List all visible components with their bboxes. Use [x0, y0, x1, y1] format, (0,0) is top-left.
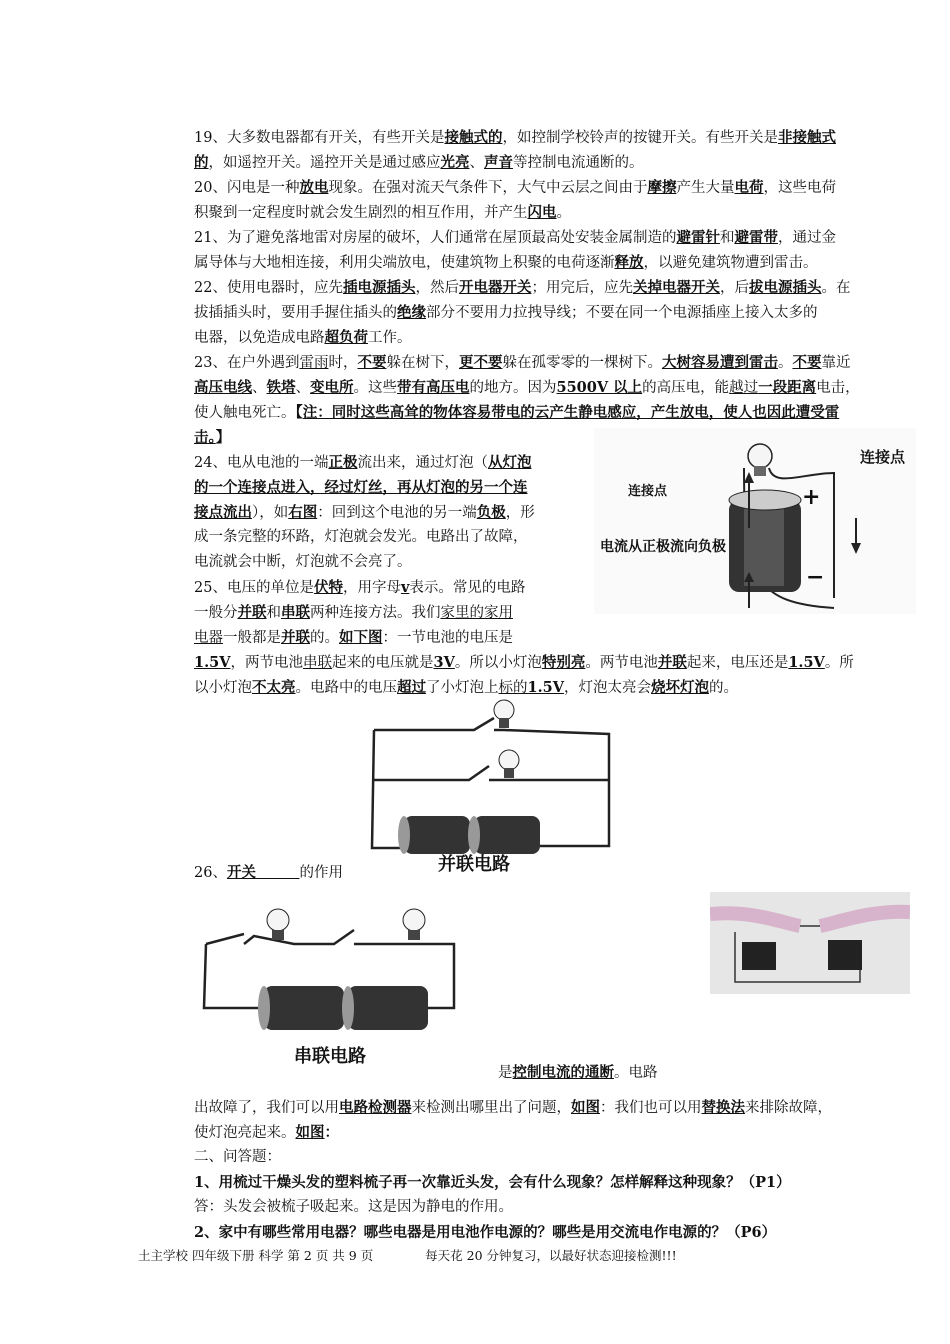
battery-bulb-figure — [594, 428, 916, 614]
connection-point-label-right: 连接点 — [860, 448, 906, 466]
text-span: ），如 — [252, 505, 289, 521]
underlined-text: 串联 — [302, 655, 332, 671]
text-span: 。在 — [821, 280, 851, 296]
circuit-tester-photo — [710, 892, 910, 994]
text-span: 二、问答题： — [194, 1149, 281, 1165]
text-span: ，如控制学校铃声的按键开关。有些开关是 — [502, 130, 778, 146]
key-term: 拔电源插头 — [748, 279, 822, 296]
text-line — [194, 175, 836, 201]
text-span: 答：头发会被梳子吸起来。这是因为静电的作用。 — [194, 1199, 513, 1215]
key-term: 的一个连接点进入，经过灯丝，再从灯泡的另一个连 — [194, 479, 528, 496]
key-term: 光亮 — [440, 154, 470, 171]
text-line — [194, 225, 836, 251]
key-term: 闪电 — [527, 204, 557, 221]
text-line — [194, 250, 818, 276]
key-term: 绝缘 — [397, 304, 426, 321]
text-span: 躲在孤零零的一棵树下。 — [502, 355, 662, 371]
text-span: ：我们也可以用 — [600, 1100, 702, 1116]
key-term: 负极 — [476, 504, 506, 521]
text-line — [194, 200, 571, 226]
text-line — [194, 550, 412, 575]
battery-caption: 电流从正极流向负极 — [600, 539, 726, 555]
key-term: 插电源插头 — [342, 279, 416, 296]
text-span: ，形 — [505, 505, 535, 521]
text-line — [194, 1120, 339, 1146]
text-span: 表示。常见的电路 — [409, 580, 526, 596]
key-term: 】 — [215, 429, 231, 446]
text-span: 来检测出哪里出了问题， — [411, 1100, 571, 1116]
key-term: 非接触式 — [777, 129, 836, 146]
text-line — [194, 475, 528, 501]
text-line — [194, 425, 230, 451]
key-term: 开关 — [226, 864, 256, 881]
parallel-circuit-caption: 并联电路 — [438, 854, 510, 875]
text-line — [194, 400, 839, 426]
key-term: 变电所 — [310, 379, 354, 396]
text-span: 两种连接方法。我们 — [310, 605, 441, 621]
text-span: ，后 — [719, 280, 749, 296]
footer-right: 每天花 20 分钟复习，以最好状态迎接检测!!! — [425, 1248, 677, 1263]
text-span: 23、在户外遇到 — [194, 355, 300, 371]
key-term: 1、用梳过干燥头发的塑料梳子再一次靠近头发，会有什么现象？怎样解释这种现象？（P1） — [194, 1174, 791, 1191]
key-term: 正极 — [328, 454, 358, 471]
text-span: ，通过金 — [777, 230, 836, 246]
text-span: 。电路 — [614, 1065, 658, 1081]
key-term: 如图 — [295, 1124, 325, 1141]
circuit-tester-photo-drawing — [710, 892, 910, 994]
text-span: 出故障了，我们可以用 — [194, 1100, 339, 1116]
text-span: ：一节电池的电压是 — [382, 630, 513, 646]
text-span: 产生大量 — [676, 180, 735, 196]
text-line — [194, 860, 343, 886]
plus-sign: + — [802, 484, 821, 510]
text-span: 和 — [266, 605, 281, 621]
text-span: 一般都是 — [223, 630, 281, 646]
text-line — [194, 1195, 513, 1220]
key-term: ： — [324, 1124, 339, 1141]
text-span: ；用完后，应先 — [531, 280, 633, 296]
key-term: 【 — [295, 404, 303, 421]
text-span: ，以避免建筑物遭到雷击。 — [643, 255, 818, 271]
key-term: 声音 — [484, 154, 513, 171]
text-span: 。两节电池 — [585, 655, 658, 671]
text-line — [194, 500, 535, 526]
text-span: 部分不要用力拉拽导线；不要在同一个电源插座上接入太多的 — [426, 305, 818, 321]
text-span: 25、电压的单位是 — [194, 580, 314, 596]
key-term: 如下图 — [339, 629, 383, 646]
text-span: 的。 — [708, 680, 738, 696]
key-term: 电路检测器 — [339, 1099, 412, 1116]
text-span: 现象。在强对流天气条件下，大气中云层之间由于 — [328, 180, 648, 196]
key-term: 1.5V — [527, 679, 564, 696]
key-term: 1.5V — [788, 654, 825, 671]
text-span: 电击， — [816, 380, 860, 396]
text-span: 流出来，通过灯泡（ — [357, 455, 488, 471]
text-span: 是 — [498, 1065, 513, 1081]
text-span: 、 — [295, 380, 310, 396]
key-term: 摩擦 — [647, 179, 677, 196]
text-span: 成一条完整的环路，灯泡就会发光。电路出了故障， — [194, 529, 528, 545]
text-span: 积聚到一定程度时就会发生剧烈的相互作用，并产生 — [194, 205, 528, 221]
text-line — [194, 125, 836, 151]
text-line — [194, 300, 818, 326]
key-term: 击。 — [194, 429, 216, 446]
series-circuit-figure — [194, 896, 472, 1074]
key-term: 串联 — [281, 604, 310, 621]
key-term: 注：同时这些高耸的物体容易带电的云产生静电感应，产生放电，使人也因此遭受雷 — [302, 404, 840, 421]
text-line — [498, 1060, 658, 1086]
text-line — [194, 450, 531, 476]
text-span: 一般分 — [194, 605, 238, 621]
text-span: 起来的电压就是 — [331, 655, 434, 671]
text-line — [194, 325, 412, 351]
text-span: 拔插插头时，要用手握住插头的 — [194, 305, 397, 321]
text-span: 属导体与大地相连接，利用尖端放电，使建筑物上积聚的电荷逐渐 — [194, 255, 615, 271]
text-span: ，这些电荷 — [763, 180, 836, 196]
key-term: 放电 — [299, 179, 329, 196]
text-span: 、 — [252, 380, 267, 396]
underlined-text: 雷雨 — [299, 355, 329, 371]
key-term: 并联 — [657, 654, 687, 671]
text-span: 19、大多数电器都有开关，有些开关是 — [194, 130, 445, 146]
text-span: 22、使用电器时，应先 — [194, 280, 343, 296]
key-term: 接触式的 — [444, 129, 503, 146]
underlined-text: 家里的家用 — [440, 605, 513, 621]
text-span: 电流就会中断，灯泡就不会亮了。 — [194, 554, 412, 570]
key-term: 带有高压电 — [397, 379, 470, 396]
key-term: 大树容易遭到雷击 — [661, 354, 778, 371]
text-span: 20、闪电是一种 — [194, 180, 300, 196]
key-term: 伏特 — [313, 579, 343, 596]
footer-left: 土主学校 四年级下册 科学 第 2 页 共 9 页 — [138, 1248, 374, 1263]
text-span: 以小灯泡 — [194, 680, 252, 696]
underlined-text: 标的 — [498, 680, 528, 696]
text-line — [194, 275, 850, 301]
underlined-text: 越过 — [729, 380, 759, 396]
key-term: 更不要 — [458, 354, 503, 371]
text-span: 电器，以免造成电路 — [194, 330, 325, 346]
text-line — [194, 375, 860, 401]
key-term: 关掉电器开关 — [632, 279, 720, 296]
text-span: ，灯泡太亮会 — [563, 680, 651, 696]
text-line — [194, 525, 528, 550]
text-span: 、 — [469, 155, 484, 171]
text-span: 。电路中的电压 — [295, 680, 397, 696]
key-term: 2、家中有哪些常用电器？哪些电器是用电池作电源的？哪些是用交流电作电源的？（P6） — [194, 1224, 777, 1241]
series-circuit-caption: 串联电路 — [294, 1046, 366, 1067]
text-span: 。 — [556, 205, 571, 221]
key-term: 5500V 以上 — [556, 379, 643, 396]
parallel-circuit-figure — [364, 698, 618, 878]
text-span: 21、为了避免落地雷对房屋的破坏，人们通常在屋顶最高处安装金属制造的 — [194, 230, 677, 246]
key-term: 不要 — [792, 354, 822, 371]
key-term: 1.5V — [194, 654, 231, 671]
text-span: ，然后 — [415, 280, 459, 296]
key-term: 超负荷 — [324, 329, 368, 346]
key-term: 电荷 — [734, 179, 764, 196]
text-line — [194, 1220, 776, 1246]
text-line — [194, 350, 850, 376]
key-term: 开电器开关 — [458, 279, 532, 296]
text-span: ，两节电池 — [230, 655, 303, 671]
key-term: 的 — [194, 154, 209, 171]
text-line — [194, 1170, 791, 1196]
text-line — [194, 1095, 832, 1121]
text-line — [194, 150, 644, 176]
key-term: 3V — [433, 654, 455, 671]
text-span: 了小灯泡上 — [426, 680, 499, 696]
text-span: 使灯泡亮起来。 — [194, 1125, 296, 1141]
key-term: 烧坏灯泡 — [650, 679, 709, 696]
key-term: 避雷带 — [734, 229, 778, 246]
key-term: 特别亮 — [541, 654, 586, 671]
text-line — [194, 600, 513, 626]
key-term: 一段距离 — [758, 379, 817, 396]
text-span: ，如遥控开关。遥控开关是通过感应 — [208, 155, 441, 171]
key-term: 释放 — [614, 254, 644, 271]
text-span: ，用字母 — [342, 580, 401, 596]
text-span: 起来，电压还是 — [686, 655, 789, 671]
key-term: 高压电线 — [194, 379, 252, 396]
text-span: 26、 — [194, 865, 227, 881]
text-span: 时， — [328, 355, 358, 371]
text-span: ：回到这个电池的另一端 — [317, 505, 477, 521]
text-span: 24、电从电池的一端 — [194, 455, 329, 471]
text-span: 躲在树下， — [386, 355, 459, 371]
key-term: 从灯泡 — [487, 454, 532, 471]
text-line — [194, 650, 854, 676]
text-line — [194, 625, 513, 651]
key-term: 如图 — [571, 1099, 600, 1116]
key-term: 右图 — [288, 504, 318, 521]
key-term: 替换法 — [701, 1099, 745, 1116]
text-span: 的高压电，能 — [642, 380, 730, 396]
text-line — [194, 1145, 281, 1170]
text-span: 靠近 — [821, 355, 851, 371]
text-span: 。这些 — [353, 380, 397, 396]
key-term: 并联 — [237, 604, 267, 621]
key-term: v — [400, 579, 410, 596]
text-span: 使人触电死亡。 — [194, 405, 296, 421]
text-span: 。 — [777, 355, 793, 371]
text-span: 的地方。因为 — [469, 380, 557, 396]
text-span: 的。 — [310, 630, 339, 646]
text-line — [194, 575, 525, 601]
text-span: 。所 — [824, 655, 854, 671]
underlined-text: 电器 — [194, 630, 223, 646]
text-span: 的作用 — [299, 865, 343, 881]
text-span: 来排除故障， — [745, 1100, 832, 1116]
connection-point-label-left: 连接点 — [628, 484, 668, 499]
key-term: 超过 — [397, 679, 426, 696]
key-term: 铁塔 — [266, 379, 296, 396]
page-footer — [138, 1246, 677, 1264]
key-term: 接点流出 — [194, 504, 252, 521]
key-term: 控制电流的通断 — [512, 1064, 614, 1081]
text-span: 等控制电流通断的。 — [513, 155, 644, 171]
key-term: 不要 — [357, 354, 387, 371]
text-span: 。所以小灯泡 — [454, 655, 542, 671]
text-span: 工作。 — [368, 330, 412, 346]
key-term: 不太亮 — [252, 679, 296, 696]
minus-sign: − — [806, 564, 825, 590]
key-term: 并联 — [281, 629, 310, 646]
key-term: 避雷针 — [676, 229, 720, 246]
text-span: 和 — [719, 230, 735, 246]
underlined-text — [256, 865, 300, 881]
